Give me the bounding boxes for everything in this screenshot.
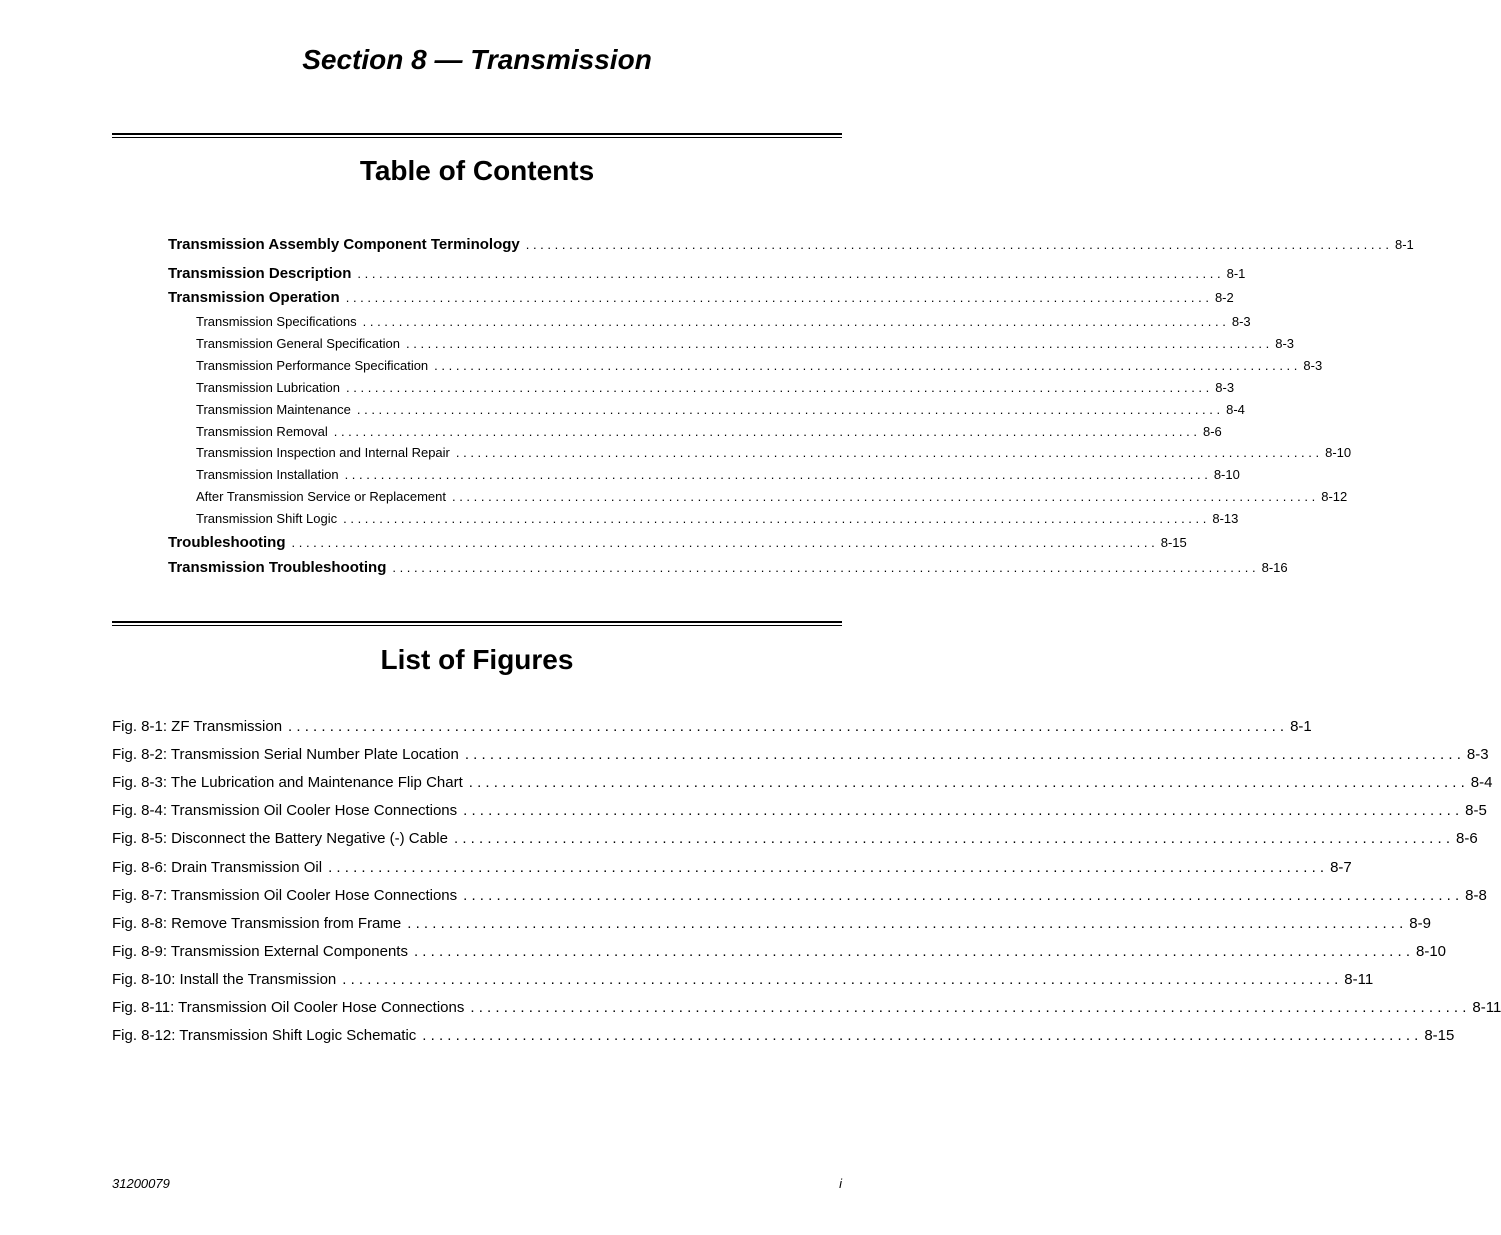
figure-entry-title: Fig. 8-6: Drain Transmission Oil (112, 858, 323, 876)
figure-entry-page: 8-10 (1416, 942, 1447, 960)
figure-entry-title: Fig. 8-11: Transmission Oil Cooler Hose Connections (112, 999, 465, 1016)
figure-entry-title: Fig. 8-12: Transmission Shift Logic Schematic (112, 1027, 417, 1045)
figure-entry-page: 8-11 (1472, 999, 1501, 1016)
dot-leader: . . . . . . . . . . . . . . . . . . . . . . . . . . . . . . . . . . . . . . . . . . . . . . . . . . . . . . . . . . . . . . . . . . . . . . . . . . . . . . . . . . . . . . . . . . . . . . . . . . . . . . . . . . . . . . . . . . . . . . . . (434, 358, 1298, 373)
figure-entry-page: 8-7 (1330, 858, 1352, 876)
figure-entry (112, 858, 1352, 876)
dot-leader: . . . . . . . . . . . . . . . . . . . . . . . . . . . . . . . . . . . . . . . . . . . . . . . . . . . . . . . . . . . . . . . . . . . . . . . . . . . . . . . . . . . . . . . . . . . . . . . . . . . . . . . . . . . . . . . . . . . . . . . . (328, 858, 1325, 876)
dot-leader: . . . . . . . . . . . . . . . . . . . . . . . . . . . . . . . . . . . . . . . . . . . . . . . . . . . . . . . . . . . . . . . . . . . . . . . . . . . . . . . . . . . . . . . . . . . . . . . . . . . . . . . . . . . . . . . . . . . . . . . . (392, 560, 1256, 575)
toc-entry-title: Transmission General Specification (196, 336, 400, 351)
toc-entry-page: 8-1 (1226, 266, 1246, 281)
dot-leader: . . . . . . . . . . . . . . . . . . . . . . . . . . . . . . . . . . . . . . . . . . . . . . . . . . . . . . . . . . . . . . . . . . . . . . . . . . . . . . . . . . . . . . . . . . . . . . . . . . . . . . . . . . . . . . . . . . . . . . . . (470, 999, 1467, 1016)
toc-entry-page: 8-10 (1213, 467, 1240, 482)
toc-entry-page: 8-10 (1325, 445, 1352, 460)
dot-leader: . . . . . . . . . . . . . . . . . . . . . . . . . . . . . . . . . . . . . . . . . . . . . . . . . . . . . . . . . . . . . . . . . . . . . . . . . . . . . . . . . . . . . . . . . . . . . . . . . . . . . . . . . . . . . . . . . . . . . . . . (362, 314, 1226, 329)
figure-entry (112, 774, 1493, 792)
dot-leader: . . . . . . . . . . . . . . . . . . . . . . . . . . . . . . . . . . . . . . . . . . . . . . . . . . . . . . . . . . . . . . . . . . . . . . . . . . . . . . . . . . . . . . . . . . . . . . . . . . . . . . . . . . . . . . . . . . . . . . . . (357, 266, 1221, 281)
toc-entry-title: Transmission Removal (196, 424, 328, 439)
dot-leader: . . . . . . . . . . . . . . . . . . . . . . . . . . . . . . . . . . . . . . . . . . . . . . . . . . . . . . . . . . . . . . . . . . . . . . . . . . . . . . . . . . . . . . . . . . . . . . . . . . . . . . . . . . . . . . . . . . . . . . . . (344, 467, 1208, 482)
figure-entry-title: Fig. 8-7: Transmission Oil Cooler Hose Connections (112, 886, 458, 904)
toc-entry-page: 8-1 (1394, 237, 1414, 252)
figure-entry (112, 999, 1501, 1016)
toc-entry-page: 8-15 (1160, 535, 1187, 550)
dot-leader: . . . . . . . . . . . . . . . . . . . . . . . . . . . . . . . . . . . . . . . . . . . . . . . . . . . . . . . . . . . . . . . . . . . . . . . . . . . . . . . . . . . . . . . . . . . . . . . . . . . . . . . . . . . . . . . . . . . . . . . . (342, 970, 1339, 988)
toc-entry-page: 8-2 (1214, 290, 1234, 305)
figure-entry-title: Fig. 8-8: Remove Transmission from Frame (112, 914, 402, 932)
figure-entry-title: Fig. 8-1: ZF Transmission (112, 718, 283, 735)
toc-entry-title: Transmission Shift Logic (196, 511, 338, 526)
toc-entry-page: 8-16 (1261, 560, 1288, 575)
dot-leader: . . . . . . . . . . . . . . . . . . . . . . . . . . . . . . . . . . . . . . . . . . . . . . . . . . . . . . . . . . . . . . . . . . . . . . . . . . . . . . . . . . . . . . . . . . . . . . . . . . . . . . . . . . . . . . . . . . . . . . . . (407, 914, 1404, 932)
figure-entry-page: 8-11 (1344, 970, 1374, 988)
figure-entry (112, 942, 1447, 960)
toc-entry-title: Troubleshooting (168, 534, 286, 551)
toc-entry-title: Transmission Lubrication (196, 380, 341, 395)
toc-entry-page: 8-3 (1215, 380, 1235, 395)
toc-entry-page: 8-3 (1303, 358, 1323, 373)
figure-entry (112, 830, 1478, 848)
figure-entry-title: Fig. 8-5: Disconnect the Battery Negative (-) Cable (112, 830, 448, 848)
dot-leader: . . . . . . . . . . . . . . . . . . . . . . . . . . . . . . . . . . . . . . . . . . . . . . . . . . . . . . . . . . . . . . . . . . . . . . . . . . . . . . . . . . . . . . . . . . . . . . . . . . . . . . . . . . . . . . . . . . . . . . . . (453, 830, 1451, 848)
dot-leader: . . . . . . . . . . . . . . . . . . . . . . . . . . . . . . . . . . . . . . . . . . . . . . . . . . . . . . . . . . . . . . . . . . . . . . . . . . . . . . . . . . . . . . . . . . . . . . . . . . . . . . . . . . . . . . . . . . . . . . . . (346, 380, 1210, 395)
dot-leader: . . . . . . . . . . . . . . . . . . . . . . . . . . . . . . . . . . . . . . . . . . . . . . . . . . . . . . . . . . . . . . . . . . . . . . . . . . . . . . . . . . . . . . . . . . . . . . . . . . . . . . . . . . . . . . . . . . . . . . . . (333, 424, 1197, 439)
dot-leader: . . . . . . . . . . . . . . . . . . . . . . . . . . . . . . . . . . . . . . . . . . . . . . . . . . . . . . . . . . . . . . . . . . . . . . . . . . . . . . . . . . . . . . . . . . . . . . . . . . . . . . . . . . . . . . . . . . . . . . . . (413, 942, 1410, 960)
toc-entry-title: Transmission Installation (196, 467, 339, 482)
toc-entry-page: 8-13 (1212, 511, 1239, 526)
figure-entry-page: 8-6 (1456, 830, 1478, 848)
figure-entry-page: 8-4 (1470, 774, 1493, 792)
dot-leader: . . . . . . . . . . . . . . . . . . . . . . . . . . . . . . . . . . . . . . . . . . . . . . . . . . . . . . . . . . . . . . . . . . . . . . . . . . . . . . . . . . . . . . . . . . . . . . . . . . . . . . . . . . . . . . . . . . . . . . . . (463, 886, 1460, 904)
figure-entry (112, 718, 1312, 735)
figure-entry (112, 914, 1431, 932)
figure-entry-page: 8-9 (1409, 914, 1431, 932)
figure-entry-title: Fig. 8-9: Transmission External Components (112, 942, 408, 960)
figure-entry-page: 8-8 (1465, 886, 1487, 904)
dot-leader: . . . . . . . . . . . . . . . . . . . . . . . . . . . . . . . . . . . . . . . . . . . . . . . . . . . . . . . . . . . . . . . . . . . . . . . . . . . . . . . . . . . . . . . . . . . . . . . . . . . . . . . . . . . . . . . . . . . . . . . . (463, 802, 1460, 820)
toc-entry-title: Transmission Troubleshooting (168, 559, 387, 576)
toc-entry-page: 8-12 (1321, 489, 1348, 504)
toc-entry-title: Transmission Operation (168, 289, 340, 306)
figures-heading: List of Figures (380, 644, 574, 675)
toc-entry-title: After Transmission Service or Replacement (196, 489, 446, 504)
figure-entry (112, 1027, 1455, 1045)
dot-leader: . . . . . . . . . . . . . . . . . . . . . . . . . . . . . . . . . . . . . . . . . . . . . . . . . . . . . . . . . . . . . . . . . . . . . . . . . . . . . . . . . . . . . . . . . . . . . . . . . . . . . . . . . . . . . . . . . . . . . . . . (291, 535, 1155, 550)
figure-entry-page: 8-1 (1290, 718, 1312, 735)
figure-entry (112, 802, 1487, 820)
dot-leader: . . . . . . . . . . . . . . . . . . . . . . . . . . . . . . . . . . . . . . . . . . . . . . . . . . . . . . . . . . . . . . . . . . . . . . . . . . . . . . . . . . . . . . . . . . . . . . . . . . . . . . . . . . . . . . . . . . . . . . . . (343, 511, 1207, 526)
section-title: Section 8 — Transmission (302, 44, 652, 75)
dot-leader: . . . . . . . . . . . . . . . . . . . . . . . . . . . . . . . . . . . . . . . . . . . . . . . . . . . . . . . . . . . . . . . . . . . . . . . . . . . . . . . . . . . . . . . . . . . . . . . . . . . . . . . . . . . . . . . . . . . . . . . . (451, 489, 1316, 504)
toc-entry-title: Transmission Inspection and Internal Repair (196, 445, 450, 460)
dot-leader: . . . . . . . . . . . . . . . . . . . . . . . . . . . . . . . . . . . . . . . . . . . . . . . . . . . . . . . . . . . . . . . . . . . . . . . . . . . . . . . . . . . . . . . . . . . . . . . . . . . . . . . . . . . . . . . . . . . . . . . . (455, 445, 1320, 460)
figure-entry (112, 886, 1487, 904)
toc-entry-title: Transmission Specifications (196, 314, 357, 329)
figure-entry-title: Fig. 8-10: Install the Transmission (112, 970, 337, 988)
dot-leader: . . . . . . . . . . . . . . . . . . . . . . . . . . . . . . . . . . . . . . . . . . . . . . . . . . . . . . . . . . . . . . . . . . . . . . . . . . . . . . . . . . . . . . . . . . . . . . . . . . . . . . . . . . . . . . . . . . . . . . . . (422, 1027, 1419, 1045)
figure-entry-title: Fig. 8-3: The Lubrication and Maintenance Flip Chart (112, 774, 463, 792)
toc-entry-page: 8-3 (1275, 336, 1295, 351)
toc-entry-page: 8-3 (1231, 314, 1251, 329)
figure-entry-title: Fig. 8-4: Transmission Oil Cooler Hose Connections (112, 802, 458, 820)
toc-entry-title: Transmission Assembly Component Terminology (168, 236, 520, 253)
dot-leader: . . . . . . . . . . . . . . . . . . . . . . . . . . . . . . . . . . . . . . . . . . . . . . . . . . . . . . . . . . . . . . . . . . . . . . . . . . . . . . . . . . . . . . . . . . . . . . . . . . . . . . . . . . . . . . . . . . . . . . . . (288, 718, 1285, 735)
toc-entry-title: Transmission Description (168, 265, 352, 282)
figure-entry-page: 8-3 (1466, 746, 1489, 764)
dot-leader: . . . . . . . . . . . . . . . . . . . . . . . . . . . . . . . . . . . . . . . . . . . . . . . . . . . . . . . . . . . . . . . . . . . . . . . . . . . . . . . . . . . . . . . . . . . . . . . . . . . . . . . . . . . . . . . . . . . . . . . . (406, 336, 1270, 351)
dot-leader: . . . . . . . . . . . . . . . . . . . . . . . . . . . . . . . . . . . . . . . . . . . . . . . . . . . . . . . . . . . . . . . . . . . . . . . . . . . . . . . . . . . . . . . . . . . . . . . . . . . . . . . . . . . . . . . . . . . . . . . . (356, 402, 1221, 417)
figure-entry-page: 8-15 (1424, 1027, 1455, 1045)
toc-entry-page: 8-4 (1226, 402, 1245, 417)
toc-entry-page: 8-6 (1202, 424, 1222, 439)
page-number: i (839, 1176, 842, 1191)
dot-leader: . . . . . . . . . . . . . . . . . . . . . . . . . . . . . . . . . . . . . . . . . . . . . . . . . . . . . . . . . . . . . . . . . . . . . . . . . . . . . . . . . . . . . . . . . . . . . . . . . . . . . . . . . . . . . . . . . . . . . . . . (345, 290, 1209, 305)
dot-leader: . . . . . . . . . . . . . . . . . . . . . . . . . . . . . . . . . . . . . . . . . . . . . . . . . . . . . . . . . . . . . . . . . . . . . . . . . . . . . . . . . . . . . . . . . . . . . . . . . . . . . . . . . . . . . . . . . . . . . . . . (525, 237, 1389, 252)
toc-entry-title: Transmission Maintenance (196, 402, 351, 417)
figure-entry (112, 746, 1489, 764)
dot-leader: . . . . . . . . . . . . . . . . . . . . . . . . . . . . . . . . . . . . . . . . . . . . . . . . . . . . . . . . . . . . . . . . . . . . . . . . . . . . . . . . . . . . . . . . . . . . . . . . . . . . . . . . . . . . . . . . . . . . . . . . (468, 774, 1465, 792)
document-number: 31200079 (112, 1176, 170, 1191)
figure-entry-title: Fig. 8-2: Transmission Serial Number Plate Location (112, 746, 459, 764)
figure-entry (112, 970, 1374, 988)
dot-leader: . . . . . . . . . . . . . . . . . . . . . . . . . . . . . . . . . . . . . . . . . . . . . . . . . . . . . . . . . . . . . . . . . . . . . . . . . . . . . . . . . . . . . . . . . . . . . . . . . . . . . . . . . . . . . . . . . . . . . . . . (464, 746, 1461, 764)
toc-heading: Table of Contents (359, 155, 595, 186)
toc-entry-title: Transmission Performance Specification (196, 358, 429, 373)
figure-entry-page: 8-5 (1465, 802, 1487, 820)
